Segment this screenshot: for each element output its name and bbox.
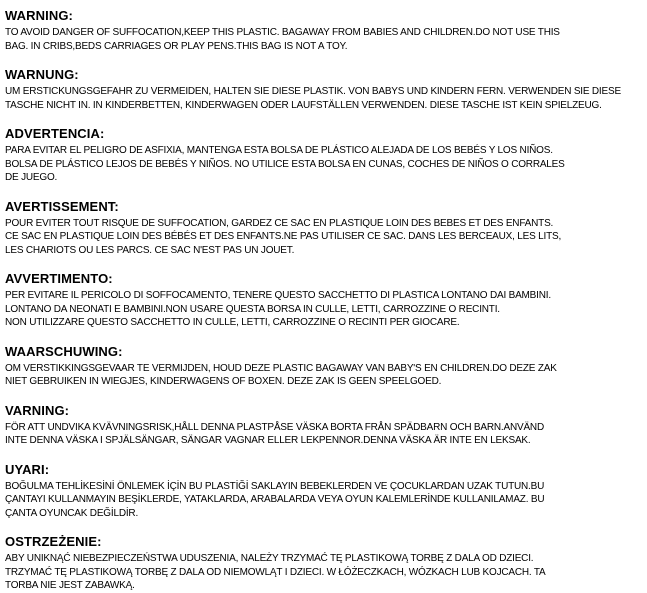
warning-text-line: TASCHE NICHT IN. IN KINDERBETTEN, KINDERWAGEN ODER LAUFSTÄLLEN VERWENDEN. DIESE TASCHE IST KEIN SPIELZEUG. (5, 99, 602, 111)
warning-text-line: OM VERSTIKKINGSGEVAAR TE VERMIJDEN, HOUD DEZE PLASTIC BAGAWAY VAN BABY'S EN CHILDREN.DO DEZE ZAK (5, 362, 557, 374)
warning-text-line: NON UTILIZZARE QUESTO SACCHETTO IN CULLE, LETTI, CARROZZINE O RECINTI PER GIOCARE. (5, 317, 460, 328)
warning-heading-turkish: UYARI: (5, 461, 50, 477)
warning-text-line: DE JUEGO. (5, 172, 58, 183)
warning-label-document (5, 8, 635, 593)
warning-section-italian (5, 271, 635, 330)
warning-heading-spanish: ADVERTENCIA: (5, 126, 105, 141)
warning-section-turkish (5, 462, 635, 521)
warning-text-line: NIET GEBRUIKEN IN WIEGJES, KINDERWAGENS OF BOXEN. DEZE ZAK IS GEEN SPEELGOED. (5, 376, 442, 387)
warning-text-line: BAG. IN CRIBS,BEDS CARRIAGES OR PLAY PENS.THIS BAG IS NOT A TOY. (5, 40, 348, 52)
warning-text-line: ABY UNIKNĄĆ NIEBEZPIECZEŃSTWA UDUSZENIA, NALEŻY TRZYMAĆ TĘ PLASTIKOWĄ TORBĘ Z DALA OD DZIECI. (5, 553, 534, 564)
warning-heading-french: AVERTISSEMENT: (5, 198, 119, 214)
warning-text-line: PER EVITARE IL PERICOLO DI SOFFOCAMENTO, TENERE QUESTO SACCHETTO DI PLASTICA LONTANO DAI BAMBINI. (5, 290, 551, 301)
warning-text-line: BOĞULMA TEHLİKESİNİ ÖNLEMEK İÇİN BU PLASTİĞİ SAKLAYIN BEBEKLERDEN VE ÇOCUKLARDAN UZAK TUTUN.BU (5, 480, 545, 492)
warning-section-german (5, 67, 635, 112)
warning-text-line: TORBA NIE JEST ZABAWKĄ. (5, 580, 135, 591)
warning-section-english (5, 8, 635, 53)
warning-section-dutch (5, 344, 635, 389)
warning-text-line: LES CHARIOTS OU LES PARCS. CE SAC N'EST PAS UN JOUET. (5, 244, 295, 256)
warning-heading-italian: AVVERTIMENTO: (5, 271, 113, 286)
warning-section-polish (5, 534, 635, 593)
warning-section-swedish (5, 403, 635, 448)
warning-text-line: FÖR ATT UNDVIKA KVÄVNINGSRISK,HÅLL DENNA PLASTPÅSE VÄSKA BORTA FRÅN SPÄDBARN OCH BARN.ANVÄND (5, 421, 544, 433)
warning-text-line: TRZYMAĆ TĘ PLASTIKOWĄ TORBĘ Z DALA OD NIEMOWLĄT I DZIECI. W ŁÓŻECZKACH, WÓZKACH LUB KOJCACH. TA (5, 566, 546, 578)
warning-heading-german: WARNUNG: (5, 67, 79, 82)
warning-text-line: CE SAC EN PLASTIQUE LOIN DES BÉBÉS ET DES ENFANTS.NE PAS UTILISER CE SAC. DANS LES BERCEAUX, LES LITS, (5, 231, 562, 242)
warning-heading-dutch: WAARSCHUWING: (5, 343, 123, 359)
warning-text-line: INTE DENNA VÄSKA I SPJÄLSÄNGAR, SÄNGAR VAGNAR ELLER LEKPENNOR.DENNA VÄSKA ÄR INTE EN LEKSAK. (5, 435, 531, 446)
warning-heading-swedish: VARNING: (5, 402, 70, 418)
warning-text-line: TO AVOID DANGER OF SUFFOCATION,KEEP THIS PLASTIC. BAGAWAY FROM BABIES AND CHILDREN.DO NOT USE THIS (5, 27, 560, 38)
warning-text-line: ÇANTAYI KULLANMAYIN BEŞİKLERDE, YATAKLARDA, ARABALARDA VEYA OYUN KALEMLERİNDE KULLANILAMAZ. BU (5, 494, 545, 505)
warning-section-french (5, 199, 635, 258)
warning-text-line: POUR EVITER TOUT RISQUE DE SUFFOCATION, GARDEZ CE SAC EN PLASTIQUE LOIN DES BEBES ET DES ENFANTS. (5, 217, 554, 229)
warning-text-line: UM ERSTICKUNGSGEFAHR ZU VERMEIDEN, HALTEN SIE DIESE PLASTIK. VON BABYS UND KINDERN FERN. VERWENDEN SIE DIESE (5, 86, 621, 97)
warning-text-line: BOLSA DE PLÁSTICO LEJOS DE BEBÉS Y NIÑOS. NO UTILICE ESTA BOLSA EN CUNAS, COCHES DE NIÑOS O CORRALES (5, 158, 565, 170)
warning-heading-english: WARNING: (5, 8, 73, 23)
warning-text-line: PARA EVITAR EL PELIGRO DE ASFIXIA, MANTENGA ESTA BOLSA DE PLÁSTICO ALEJADA DE LOS BEBÉS Y LOS NIÑOS. (5, 145, 553, 156)
warning-heading-polish: OSTRZEŻENIE: (5, 534, 102, 549)
warning-section-spanish (5, 126, 635, 185)
warning-text-line: LONTANO DA NEONATI E BAMBINI.NON USARE QUESTA BORSA IN CULLE, LETTI, CARROZZINE O RECINTI. (5, 303, 500, 315)
warning-text-line: ÇANTA OYUNCAK DEĞİLDİR. (5, 507, 139, 519)
